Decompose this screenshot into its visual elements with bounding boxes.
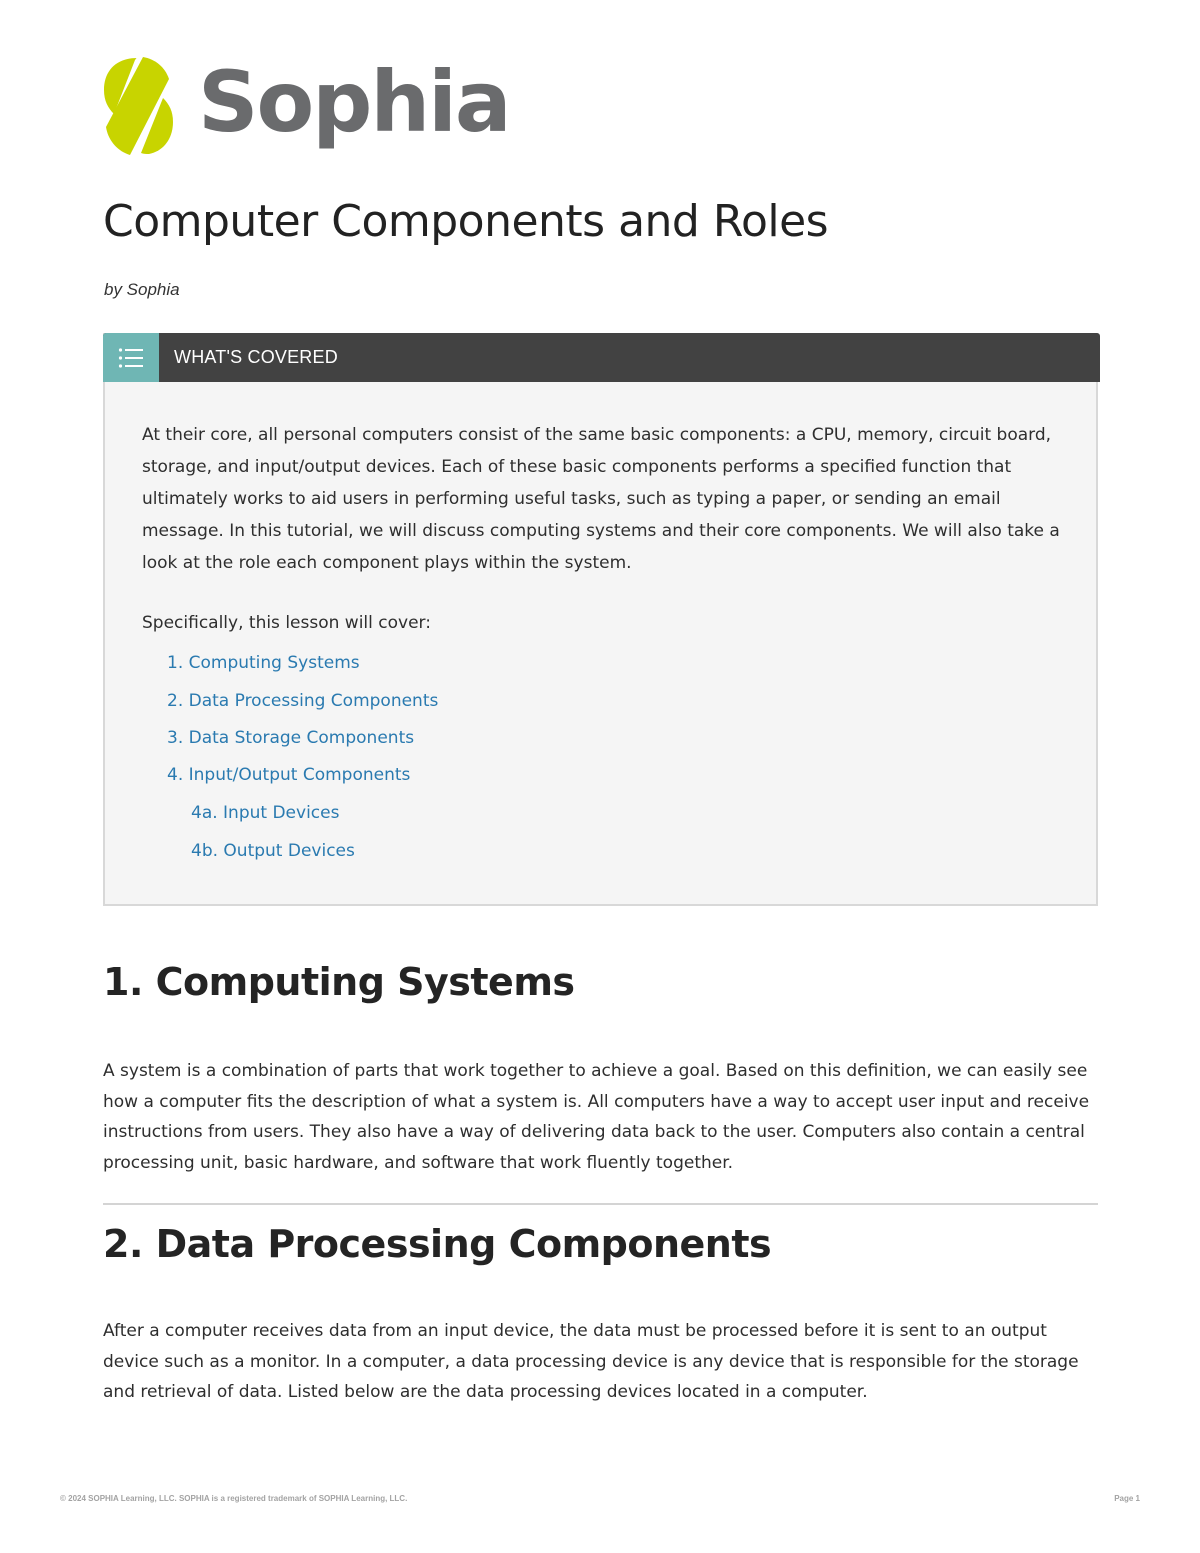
- section-body-computing-systems: A system is a combination of parts that work together to achieve a goal. Based on this definition, we can easily see how a computer fits the description of what a system is. All computers have a way to accept user input and receive instructions from users. They also have a way of delivering data back to the user. Computers also contain a central processing unit, basic hardware, and software that work fluently together.: [103, 1061, 1090, 1173]
- section-title-data-processing: 2. Data Processing Components: [103, 1222, 772, 1266]
- toc-link-data-storage[interactable]: 3. Data Storage Components: [167, 728, 415, 748]
- whats-covered-lead: Specifically, this lesson will cover:: [142, 613, 431, 633]
- toc-link-output-devices[interactable]: 4b. Output Devices: [191, 841, 355, 861]
- byline: by Sophia: [104, 280, 180, 299]
- whats-covered-panel: [103, 333, 1098, 906]
- sophia-wordmark: Sophia: [198, 53, 510, 151]
- whats-covered-intro: At their core, all personal computers consist of the same basic components: a CPU, memory, circuit board, storage, and input/output devices. Each of these basic components performs a specified function that ultimately works to aid users in performing useful tasks, such as typing a paper, or sending an email message. In this tutorial, we will discuss computing systems and their core components. We will also take a look at the role each component plays within the system.: [142, 425, 1060, 573]
- footer-page-number: Page 1: [1114, 1494, 1140, 1503]
- footer-copyright: © 2024 SOPHIA Learning, LLC. SOPHIA is a registered trademark of SOPHIA Learning, LLC.: [60, 1494, 408, 1503]
- toc-link-input-devices[interactable]: 4a. Input Devices: [191, 803, 340, 823]
- section-body-data-processing: After a computer receives data from an input device, the data must be processed before it is sent to an output device such as a monitor. In a computer, a data processing device is any device that is responsible for the storage and retrieval of data. Listed below are the data processing devices located in a computer.: [103, 1321, 1079, 1402]
- sophia-leaf-icon: [102, 54, 174, 158]
- whats-covered-icon-box: [103, 333, 159, 382]
- toc-link-computing-systems[interactable]: 1. Computing Systems: [167, 653, 360, 673]
- list-icon: [118, 347, 144, 369]
- sophia-logo: [102, 54, 510, 158]
- whats-covered-title: WHAT'S COVERED: [174, 347, 338, 367]
- toc-link-input-output[interactable]: 4. Input/Output Components: [167, 765, 411, 785]
- page-title: Computer Components and Roles: [103, 196, 829, 247]
- toc-link-data-processing[interactable]: 2. Data Processing Components: [167, 691, 439, 711]
- whats-covered-header: [103, 333, 1100, 382]
- section-divider: [103, 1203, 1098, 1205]
- section-title-computing-systems: 1. Computing Systems: [103, 960, 575, 1004]
